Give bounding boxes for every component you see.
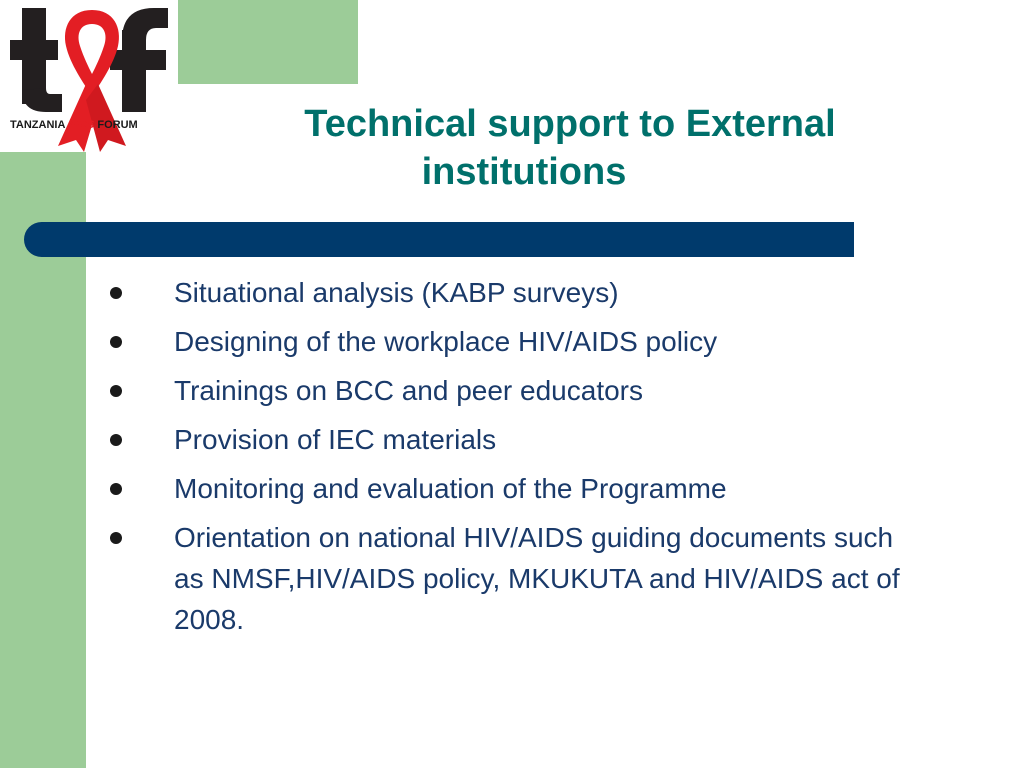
bullet-dot-icon bbox=[110, 287, 122, 299]
bullet-item bbox=[100, 321, 900, 362]
slide-title-line2: institutions bbox=[421, 151, 627, 193]
bullet-dot-icon bbox=[110, 483, 122, 495]
logo-letter-t bbox=[10, 8, 62, 112]
logo-caption-part2: AIDS bbox=[68, 119, 95, 131]
bullet-dot-icon bbox=[110, 434, 122, 446]
logo-letter-f bbox=[110, 8, 168, 112]
bullet-item bbox=[100, 370, 900, 411]
bullet-text: Orientation on national HIV/AIDS guiding documents such as NMSF,HIV/AIDS policy, MKUKUTA and HIV/AIDS act of 2008. bbox=[174, 522, 900, 635]
bullet-dot-icon bbox=[110, 385, 122, 397]
bullet-text: Designing of the workplace HIV/AIDS policy bbox=[174, 326, 718, 357]
bullet-dot-icon bbox=[110, 532, 122, 544]
title-divider-bar bbox=[24, 222, 854, 257]
slide-title-line1: Technical support to External bbox=[304, 103, 836, 145]
bullet-text: Monitoring and evaluation of the Programme bbox=[174, 473, 727, 504]
logo-caption-part1: TANZANIA bbox=[10, 119, 69, 131]
bullet-text: Situational analysis (KABP surveys) bbox=[174, 277, 619, 308]
tanzania-aids-forum-logo bbox=[0, 0, 178, 152]
bullet-text: Provision of IEC materials bbox=[174, 424, 497, 455]
bullet-item bbox=[100, 517, 900, 640]
logo-caption bbox=[10, 118, 138, 132]
logo-caption-part3: FORUM bbox=[94, 119, 138, 131]
bullet-item bbox=[100, 272, 900, 313]
bullet-item bbox=[100, 419, 900, 460]
bullet-list bbox=[100, 272, 900, 648]
slide-title bbox=[220, 100, 920, 196]
bullet-item bbox=[100, 468, 900, 509]
bullet-text: Trainings on BCC and peer educators bbox=[174, 375, 643, 406]
bullet-dot-icon bbox=[110, 336, 122, 348]
